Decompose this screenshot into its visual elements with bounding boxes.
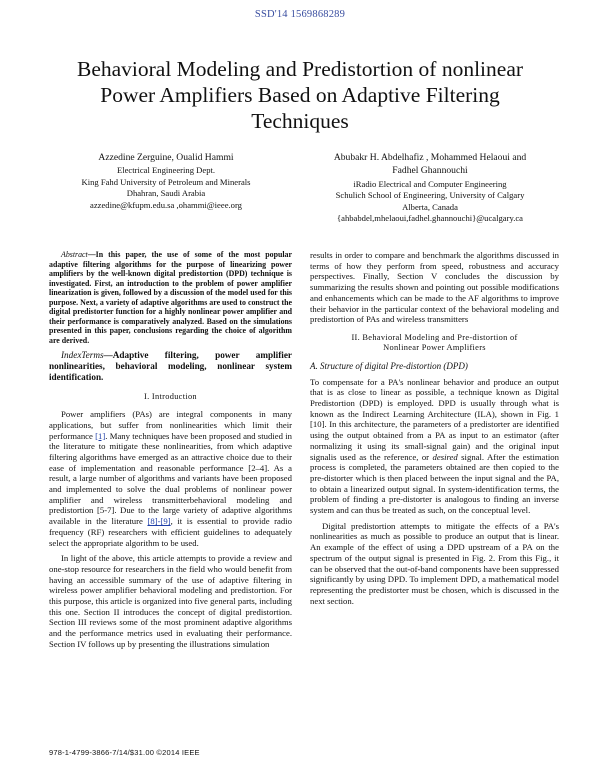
intro-p1-text-b: . Many techniques have been proposed and studied in the literature to mitigate these nonlinearities, from which adaptive filtering algorithms have emerged as an attractive choice due to their ease of implementation and reasonable performance [2–4]. As a result, a large number of algorithms and variants have been proposed and implemented to solve the dual problems of nonlinear power amplifier and wireless transmitterbehavioral modeling and predistortion [5-7]. Due to the large variety of adaptive algorithms available in the literature [49, 430, 292, 527]
abstract [49, 250, 292, 345]
author-lab-right: iRadio Electrical and Computer Engineering [353, 178, 507, 189]
citation-link-1[interactable]: [1] [95, 430, 106, 441]
section-heading-introduction: I. Introduction [144, 391, 197, 401]
left-column [49, 250, 292, 655]
conference-code: SSD'14 1569868289 [254, 9, 346, 20]
author-school-right: Schulich School of Engineering, University of Calgary [335, 190, 525, 201]
author-email-left: azzedine@kfupm.edu.sa ,ohammi@ieee.org [90, 199, 242, 210]
section-2-line-1: II. Behavioral Modeling and Pre-distortion of [351, 332, 518, 342]
abstract-lead: Abstract [61, 250, 88, 259]
author-block-left [46, 152, 286, 211]
section-2a-paragraph-2: Digital predistortion attempts to mitigate the effects of a PA's nonlinearities as much as possible to produce an output that is linear. An example of the effect of using a DPD upstream of a PA on the spectrum of the output signal is presented in Fig. 2. From this Fig., it can be observed that the out-of-band components have been suppressed significantly by using DPD. To implement DPD, a mathematical model representing the predistorter must be chosen, which is discussed in the next section. [310, 520, 559, 606]
title-line-3: Techniques [251, 109, 349, 133]
title-line-1: Behavioral Modeling and Predistortion of nonlinear [76, 57, 524, 81]
abstract-text: —In this paper, the use of some of the most popular adaptive filtering algorithms for the purpose of linearizing power amplifiers by the well-known digital predistortion (DPD) technique is investigated. First, an introduction to the problem of power amplifier linearization is given, followed by a discussion of the model used for this purpose. Next, a variety of adaptive algorithms are used to construct the digital predistorter function for a highly nonlinear power amplifier and their performance is comparatively analyzed. Based on the simulations presented in this paper, conclusions regarding the choice of algorithm are derived. [49, 250, 292, 345]
section-2-line-2: Nonlinear Power Amplifiers [383, 343, 486, 353]
citation-link-8-9[interactable]: [8]-[9] [147, 516, 171, 527]
title-line-2: Power Amplifiers Based on Adaptive Filtering [100, 83, 500, 107]
section-heading-2 [310, 333, 559, 354]
right-column [310, 250, 559, 611]
author-email-right: {ahbabdel,mhelaoui,fadhel.ghannouchi}@ucalgary.ca [337, 213, 523, 224]
intro-paragraph-2: In light of the above, this article attempts to provide a review and one-stop resource for researchers in the field who would benefit from having an accessible summary of the use of adaptive filtering in wireless power amplifier behavioral modeling and predistortion. For this purpose, this article is organized into five general parts, including this one. Section II introduces the concept of digital predistortion. Section III reviews some of the most prominent adaptive algorithms and the performance metrics used in evaluating their performance. Section IV follows up by presenting the illustrations simulation [49, 553, 292, 649]
paper-title [40, 56, 560, 134]
index-terms-lead: IndexTerms [61, 350, 104, 360]
copyright-footer: 978-1-4799-3866-7/14/$31.00 ©2014 IEEE [49, 748, 200, 757]
intro-p1-text-a: Power amplifiers (PAs) are integral components in many applications, but suffer from nonlinearities which limit their performance [49, 409, 292, 441]
intro-paragraph-1 [49, 409, 292, 548]
author-city-right: Alberta, Canada [402, 201, 458, 212]
s2a-p1-text-a: To compensate for a PA's nonlinear behavior and produce an output that is as close to linear as possible, a technique known as Digital Predistortion (DPD) is employed. DPD is usually through what is known as the Indirect Learning Architecture (ILA), shown in Fig. 1 [10]. In this architecture, the parameters of a predistorter are identified using the output obtained from a PA as input to an estimator (after normalizing it using its small-signal gain) and the original input signalis used as the reference, or [310, 376, 559, 462]
author-names-right-1: Abubakr H. Abdelhafiz , Mohammed Helaoui and [333, 152, 527, 163]
author-block-right [300, 152, 560, 224]
s2a-p1-text-b: signal. After the estimation process is completed, the parameters obtained are then copied to the pre-distorter which is then placed between the input signal and the PA, to obtain a linearized output signal. In system-identification terms, the problem of finding a pre-distorter is analogous to finding an inverse system and can thus be treated as such, on the conceptual level. [310, 451, 559, 516]
author-univ-left: King Fahd University of Petroleum and Minerals [81, 176, 251, 187]
index-terms-text: —Adaptive filtering, power amplifier nonlinearities, behavioral modeling, nonlinear system identification. [49, 350, 292, 383]
section-2a-paragraph-1 [310, 377, 559, 516]
author-names-left: Azzedine Zerguine, Oualid Hammi [98, 152, 234, 163]
subsection-heading-a: A. Structure of digital Pre-distortion (DPD) [310, 360, 468, 371]
author-names-right-2: Fadhel Ghannouchi [392, 165, 468, 177]
author-dept-left: Electrical Engineering Dept. [116, 165, 216, 176]
intro-paragraph-continued: results in order to compare and benchmark the algorithms discussed in terms of how they perform from speed, robustness and accuracy perspectives. Finally, Section V concludes the discussion by summarizing the results shown and pointing out possible modifications and enhancements which can be made to the AF algorithms to improve their behavior in the particular context of the behavioral modeling and predistortion of PAs and wireless transmitters [310, 250, 559, 325]
intro-p1-text-c: , it is essential to provide radio frequency (RF) researchers with efficient guidelines to adequately select the appropriate algorithm to be used. [49, 516, 293, 548]
s2a-p1-emphasis: desired [432, 451, 458, 462]
author-city-left: Dhahran, Saudi Arabia [126, 188, 206, 199]
index-terms [49, 350, 292, 384]
